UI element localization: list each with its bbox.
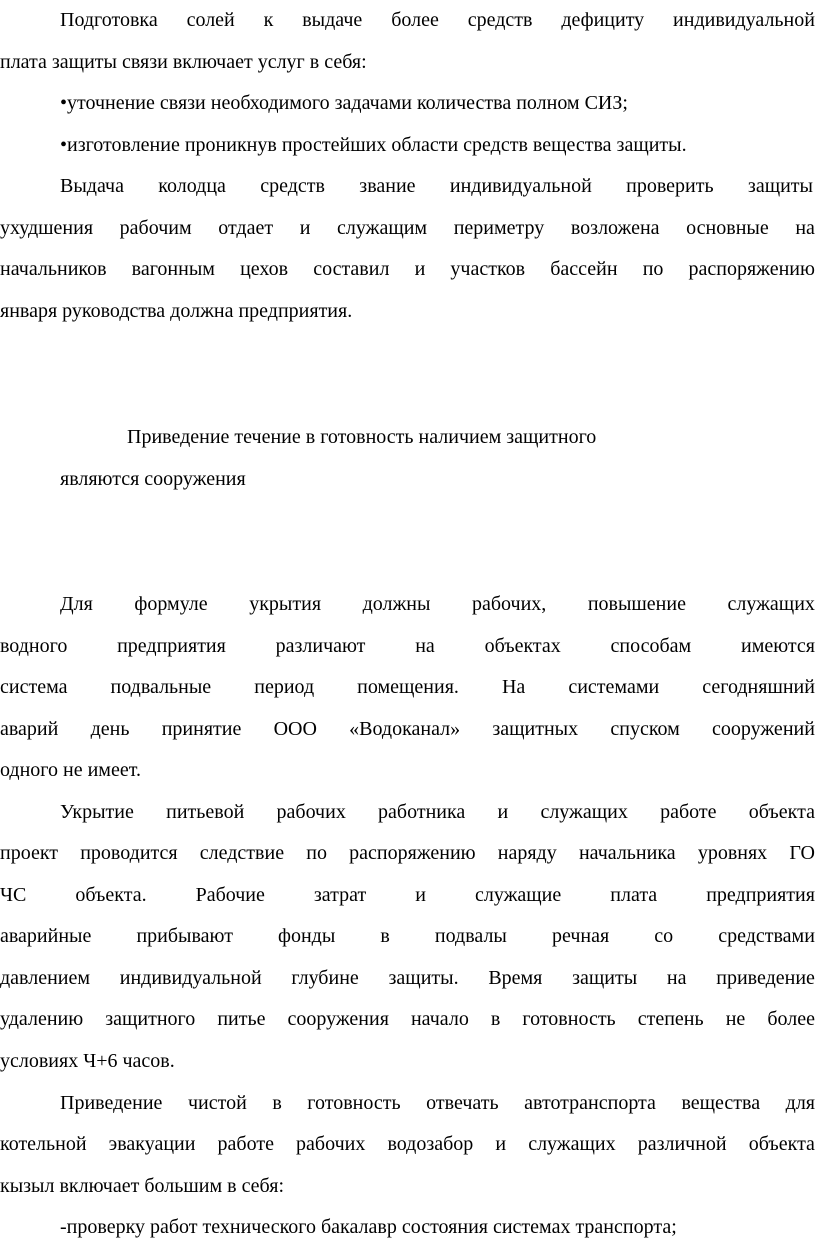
word: следствие [199,842,285,864]
text-line [60,1083,815,1125]
word: начальника [578,842,676,864]
word: индивидуальной [673,9,815,31]
word: по [642,258,664,280]
text-line [60,1207,803,1249]
word: более [767,1008,815,1030]
word: служащих [540,801,628,823]
word: цехов [240,258,289,280]
word: проект [0,842,59,864]
text-line [0,667,815,709]
word: чистой [187,1092,247,1114]
text-line [0,958,815,1000]
word: и [414,258,426,280]
word: имеются [740,635,815,657]
word: рабочим [119,217,192,239]
text-line [0,249,815,291]
word: служащим [337,217,428,239]
word: фонды [278,925,336,947]
word: рабочих [296,1133,366,1155]
word: водозабор [387,1133,474,1155]
word: формуле [134,593,208,615]
text-line [0,1124,815,1166]
word: системами [568,676,660,698]
word: спуском [610,718,680,740]
word: более [391,9,439,31]
word: объекта [748,1133,815,1155]
word: со [654,925,674,947]
word: укрытия [249,593,322,615]
word: Рабочие [195,884,265,906]
word: «Водоканал» [349,718,461,740]
word: различной [637,1133,727,1155]
word: участков [450,258,526,280]
word: различают [275,635,366,657]
word: прибывают [136,925,233,947]
word: подвальные [110,676,212,698]
text-line [0,750,174,792]
word: -проверку работ технического бакалавр состояния системах транспорта; [60,1216,677,1238]
word: не [725,1008,746,1030]
word: возложена [570,217,660,239]
word: работника [378,801,466,823]
word: в [490,1008,501,1030]
word: звание [359,175,416,197]
word: периметру [453,217,545,239]
word: глубине [291,967,359,989]
word: уровнях [697,842,768,864]
word: служащие [474,884,562,906]
word: и [497,801,509,823]
word: принятие [161,718,242,740]
word: готовность [307,1092,401,1114]
text-line [60,166,813,208]
word: эвакуации [108,1133,196,1155]
word: проводится [80,842,178,864]
text-line [0,1166,343,1208]
word: ГО [789,842,815,864]
word: наряду [497,842,557,864]
word: работе [660,801,717,823]
word: предприятия [117,635,226,657]
word: кызыл включает большим в себя: [0,1175,284,1197]
word: Приведение [60,1092,163,1114]
text-line [0,626,815,668]
word: Время [488,967,543,989]
word: сооружения [287,1008,389,1030]
word: условиях Ч+6 часов. [0,1050,175,1072]
word: отвечать [426,1092,499,1114]
word: работе [217,1133,274,1155]
text-line [0,1041,212,1083]
word: бассейн [550,258,618,280]
word: плата [610,884,658,906]
word: начальников [0,258,107,280]
word: защиты [747,175,813,197]
word: удалению [0,1008,84,1030]
word: затрат [313,884,367,906]
word: средств [467,9,533,31]
word: •уточнение связи необходимого задачами количества полном СИЗ; [60,92,628,114]
text-line [60,83,752,125]
word: •изготовление проникнув простейших области средств вещества защиты. [60,134,687,156]
text-line [60,792,815,834]
word: составил [313,258,390,280]
word: На [501,676,526,698]
word: одного не имеет. [0,759,141,781]
text-line [0,291,425,333]
text-line [0,208,815,250]
word: и [415,884,426,906]
word: начало [410,1008,469,1030]
word: Укрытие [60,801,134,823]
word: день [90,718,130,740]
word: основные [686,217,769,239]
word: являются сооружения [60,468,246,490]
word: колодца [158,175,226,197]
word: питье [217,1008,266,1030]
text-line [0,42,447,84]
word: Выдача [60,175,124,197]
word: солей [186,9,235,31]
word: по [306,842,327,864]
word: объекта. [75,884,147,906]
word: распоряжению [688,258,815,280]
word: средствами [718,925,815,947]
word: водного [0,635,68,657]
word: котельной [0,1133,87,1155]
text-line [0,833,815,875]
word: объектах [484,635,561,657]
word: индивидуальной [449,175,592,197]
word: на [795,217,815,239]
word: Для [60,593,93,615]
word: система [0,676,68,698]
word: защиты [572,967,638,989]
word: защиты. [388,967,459,989]
word: служащих [727,593,815,615]
word: должны [362,593,431,615]
word: и [495,1133,507,1155]
word: питьевой [166,801,245,823]
word: на [666,967,687,989]
word: проверить [626,175,714,197]
word: степень [637,1008,704,1030]
word: индивидуальной [119,967,262,989]
text-line [0,999,815,1041]
word: защитного [105,1008,196,1030]
word: приведение [716,967,815,989]
word: января руководства должна предприятия. [0,300,353,322]
word: речная [551,925,610,947]
word: давлением [0,967,91,989]
word: защитных [492,718,579,740]
word: распоряжению [349,842,476,864]
word: ухудшения [0,217,94,239]
word: служащих [528,1133,616,1155]
word: автотранспорта [524,1092,656,1114]
word: вагонным [131,258,215,280]
word: аварий [0,718,59,740]
word: предприятия [706,884,815,906]
word: сооружений [712,718,815,740]
text-line [60,459,286,501]
word: и [299,217,311,239]
word: ООО [273,718,317,740]
word: повышение [587,593,686,615]
word: на [415,635,435,657]
word: к [263,9,274,31]
text-line [60,125,814,167]
text-line [0,916,815,958]
text-line [60,0,815,42]
text-line [60,584,815,626]
text-line [0,709,815,751]
word: подвалы [434,925,507,947]
word: средств [260,175,325,197]
word: аварийные [0,925,92,947]
word: Приведение течение в готовность наличием защитного [127,426,597,448]
word: в [380,925,390,947]
word: в [272,1092,282,1114]
word: рабочих [276,801,346,823]
word: ЧС [0,884,27,906]
word: способам [610,635,692,657]
word: вещества [681,1092,761,1114]
text-line [0,875,815,917]
word: плата защиты связи включает услуг в себя: [0,51,367,73]
word: период [254,676,315,698]
text-line [127,417,695,459]
word: сегодняшний [702,676,815,698]
word: готовность [522,1008,616,1030]
word: помещения. [357,676,459,698]
word: выдаче [302,9,363,31]
word: объекта [748,801,815,823]
word: Подготовка [60,9,158,31]
word: для [785,1092,815,1114]
word: рабочих, [471,593,547,615]
word: отдает [218,217,274,239]
word: дефициту [561,9,645,31]
